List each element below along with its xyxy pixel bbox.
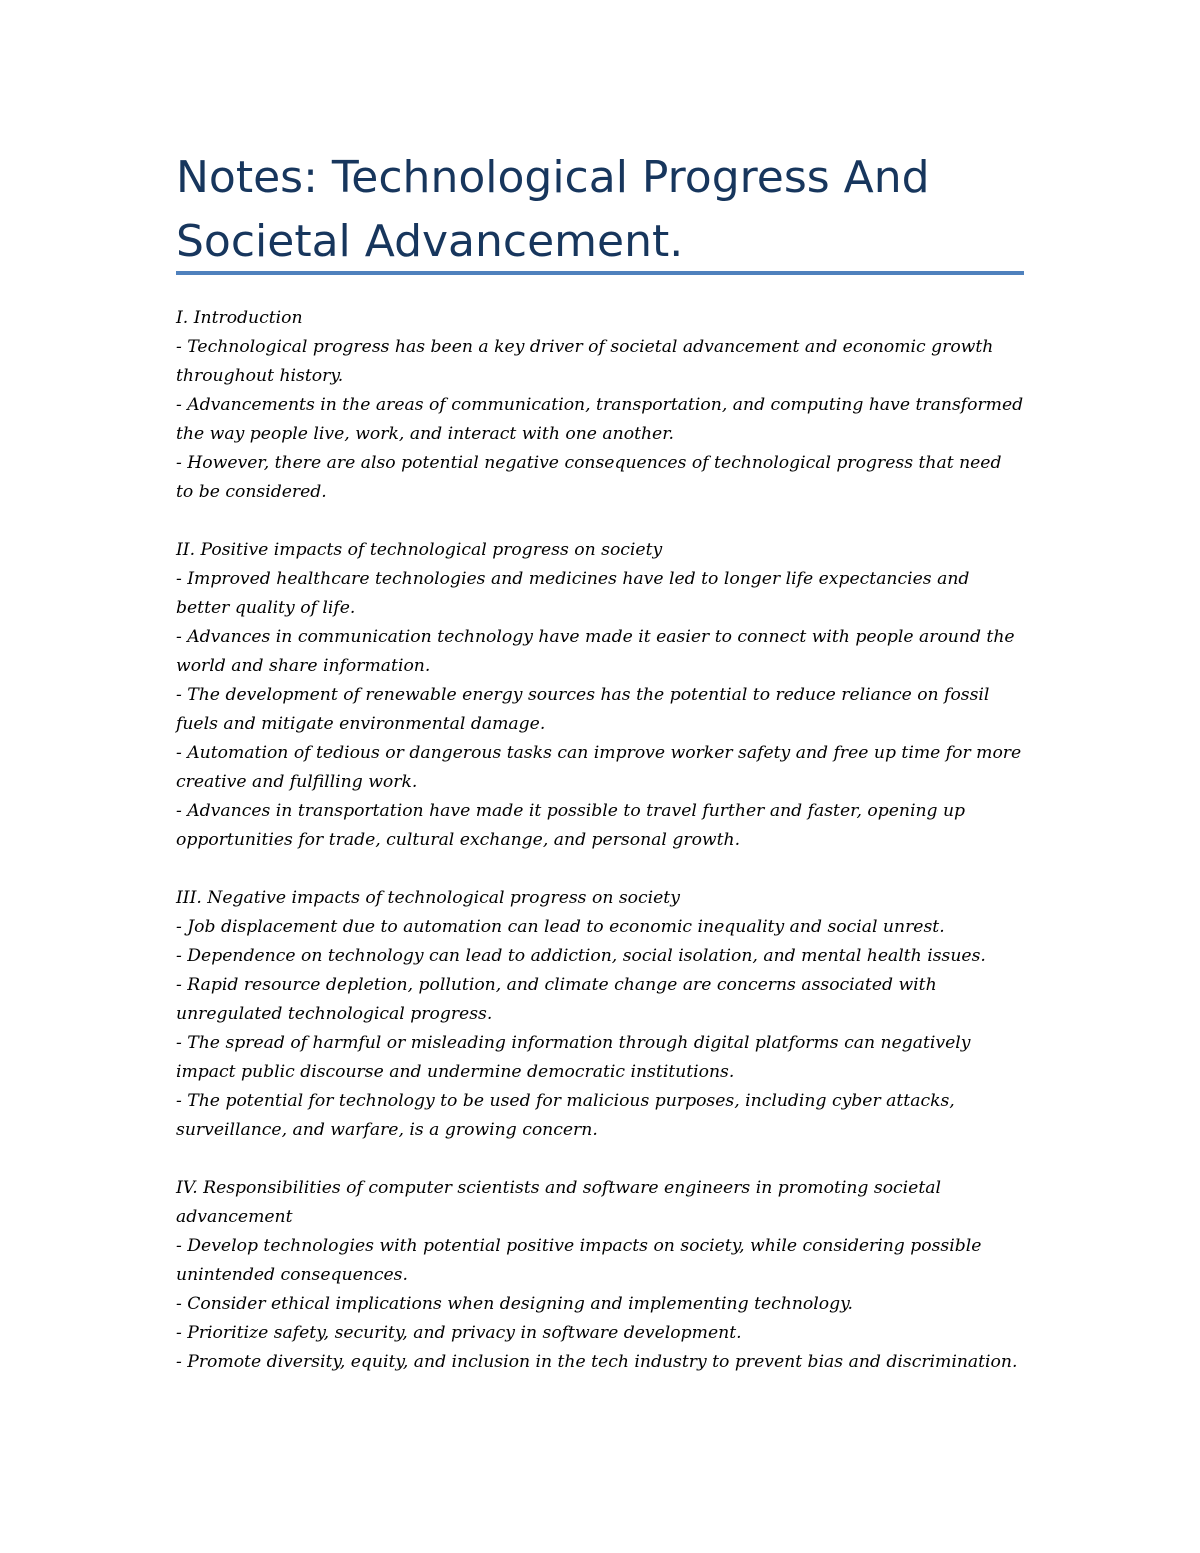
bullet-point: - Job displacement due to automation can lead to economic inequality and social unrest. [176,917,945,937]
bullet-point: - Consider ethical implications when designing and implementing technology. [176,1294,853,1314]
bullet-point: - The potential for technology to be used for malicious purposes, including cyber attacks, surveillance, and warfare, is a growing concern. [176,1091,955,1140]
section-heading: III. Negative impacts of technological progress on society [176,888,680,908]
section-negative-impacts [176,884,1024,1145]
section-heading: IV. Responsibilities of computer scientists and software engineers in promoting societal advancement [176,1178,941,1227]
bullet-point: - Develop technologies with potential positive impacts on society, while considering possible unintended consequences. [176,1236,982,1285]
bullet-point: - Automation of tedious or dangerous tasks can improve worker safety and free up time for more creative and fulfilling work. [176,743,1022,792]
bullet-point: - However, there are also potential negative consequences of technological progress that need to be considered. [176,453,1002,502]
bullet-point: - Dependence on technology can lead to addiction, social isolation, and mental health issues. [176,946,986,966]
bullet-point: - Promote diversity, equity, and inclusion in the tech industry to prevent bias and discrimination. [176,1352,1018,1372]
bullet-point: - Rapid resource depletion, pollution, and climate change are concerns associated with unregulated technological progress. [176,975,937,1024]
bullet-point: - Technological progress has been a key driver of societal advancement and economic growth throughout history. [176,337,994,386]
section-responsibilities [176,1174,1024,1377]
document-body [176,304,1024,1406]
bullet-point: - Advancements in the areas of communication, transportation, and computing have transformed the way people live, work, and interact with one another. [176,395,1024,444]
title-underline [176,271,1024,275]
bullet-point: - Improved healthcare technologies and medicines have led to longer life expectancies and better quality of life. [176,569,970,618]
section-heading: I. Introduction [176,308,303,328]
bullet-point: - Advances in transportation have made it possible to travel further and faster, opening up opportunities for trade, cultural exchange, and personal growth. [176,801,966,850]
bullet-point: - The spread of harmful or misleading information through digital platforms can negatively impact public discourse and undermine democratic institutions. [176,1033,971,1082]
section-heading: II. Positive impacts of technological progress on society [176,540,663,560]
bullet-point: - Advances in communication technology have made it easier to connect with people around the world and share information. [176,627,1015,676]
section-positive-impacts [176,536,1024,855]
bullet-point: - Prioritize safety, security, and privacy in software development. [176,1323,742,1343]
bullet-point: - The development of renewable energy sources has the potential to reduce reliance on fossil fuels and mitigate environmental damage. [176,685,990,734]
section-introduction [176,304,1024,507]
document-title: Notes: Technological Progress And Societal Advancement. [176,152,930,267]
